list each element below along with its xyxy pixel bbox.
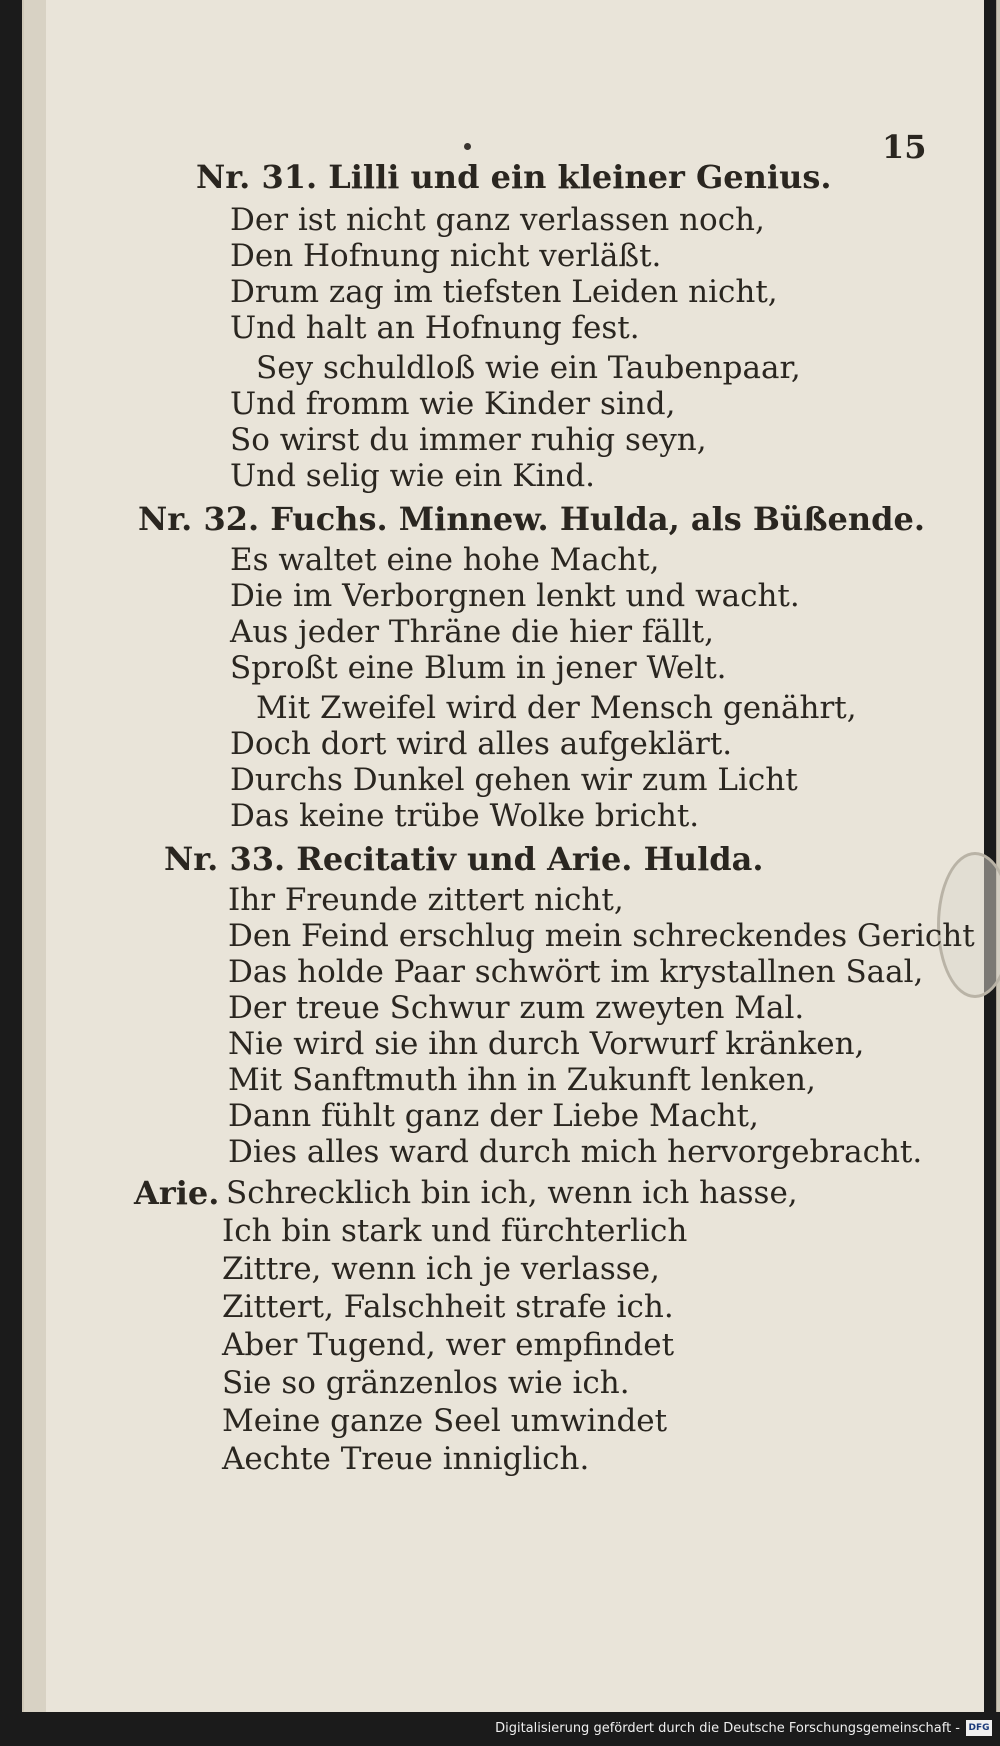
- page-gutter: [24, 0, 46, 1712]
- verse-line: Der treue Schwur zum zweyten Mal.: [228, 990, 805, 1026]
- verse-line: Doch dort wird alles aufgeklärt.: [230, 726, 733, 762]
- verse-line: Den Hofnung nicht verläßt.: [230, 238, 662, 274]
- verse-line: Das keine trübe Wolke bricht.: [230, 798, 700, 834]
- verse-line: Und selig wie ein Kind.: [230, 458, 596, 494]
- verse-line: Die im Verborgnen lenkt und wacht.: [230, 578, 800, 614]
- section-heading: Nr. 31. Lilli und ein kleiner Genius.: [196, 158, 832, 196]
- book-page: [22, 0, 984, 1712]
- verse-line: Durchs Dunkel gehen wir zum Licht: [230, 762, 798, 798]
- verse-line: Schrecklich bin ich, wenn ich hasse,: [226, 1175, 798, 1211]
- verse-line: Aechte Treue inniglich.: [222, 1441, 590, 1477]
- verse-line: Den Feind erschlug mein schreckendes Gericht: [228, 918, 975, 954]
- verse-line: Dann fühlt ganz der Liebe Macht,: [228, 1098, 759, 1134]
- verse-line: So wirst du immer ruhig seyn,: [230, 422, 707, 458]
- verse-line: Mit Zweifel wird der Mensch genährt,: [256, 690, 857, 726]
- verse-line: Aus jeder Thräne die hier fällt,: [230, 614, 714, 650]
- verse-line: Aber Tugend, wer empfindet: [222, 1327, 675, 1363]
- verse-line: Drum zag im tiefsten Leiden nicht,: [230, 274, 778, 310]
- verse-line: Mit Sanftmuth ihn in Zukunft lenken,: [228, 1062, 816, 1098]
- section-heading: Nr. 32. Fuchs. Minnew. Hulda, als Büßende.: [138, 500, 926, 538]
- verse-line: Meine ganze Seel umwindet: [222, 1403, 668, 1439]
- verse-line: Ihr Freunde zittert nicht,: [228, 882, 624, 918]
- page-number: 15: [882, 128, 927, 166]
- verse-line: Es waltet eine hohe Macht,: [230, 542, 660, 578]
- verse-line: Und fromm wie Kinder sind,: [230, 386, 676, 422]
- verse-line: Ich bin stark und fürchterlich: [222, 1213, 688, 1249]
- dfg-logo: DFG: [966, 1720, 992, 1736]
- footer-credit: Digitalisierung gefördert durch die Deutsche Forschungsgemeinschaft -: [495, 1721, 960, 1736]
- section-heading: Arie.: [134, 1174, 220, 1212]
- verse-line: Zittre, wenn ich je verlasse,: [222, 1251, 660, 1287]
- verse-line: Sproßt eine Blum in jener Welt.: [230, 650, 727, 686]
- verse-line: Und halt an Hofnung fest.: [230, 310, 640, 346]
- verse-line: Dies alles ward durch mich hervorgebracht.: [228, 1134, 923, 1170]
- page-edge: [996, 0, 1000, 1712]
- verse-line: Zittert, Falschheit strafe ich.: [222, 1289, 674, 1325]
- verse-line: Sey schuldloß wie ein Taubenpaar,: [256, 350, 801, 386]
- verse-line: Das holde Paar schwört im krystallnen Saal,: [228, 954, 924, 990]
- verse-line: Der ist nicht ganz verlassen noch,: [230, 202, 765, 238]
- footer-bar: [0, 1712, 1000, 1746]
- verse-line: Nie wird sie ihn durch Vorwurf kränken,: [228, 1026, 865, 1062]
- section-heading: Nr. 33. Recitativ und Arie. Hulda.: [164, 840, 764, 878]
- verse-line: Sie so gränzenlos wie ich.: [222, 1365, 630, 1401]
- ink-dot: [464, 143, 471, 150]
